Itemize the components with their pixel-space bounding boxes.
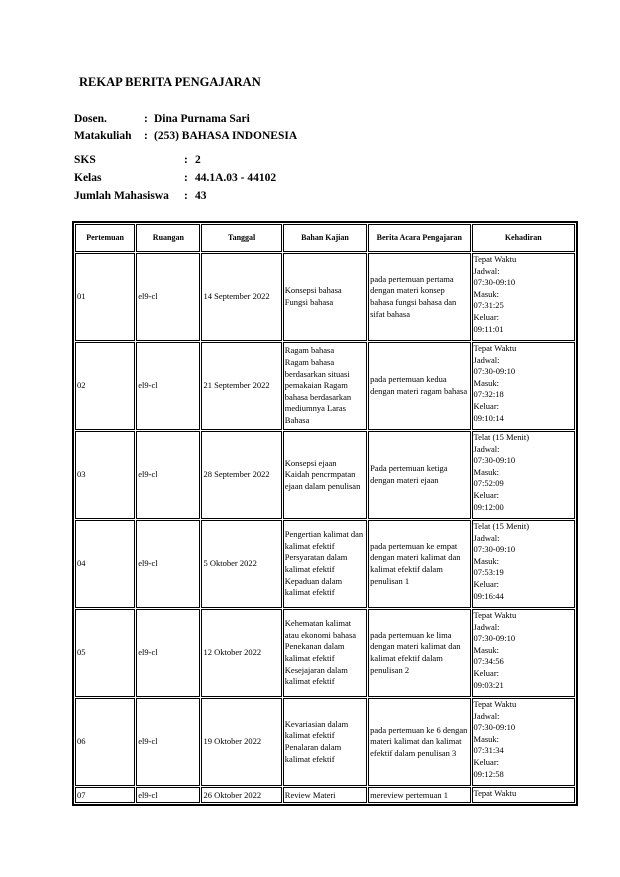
- kehadiran-line: Keluar:: [473, 489, 500, 500]
- kehadiran-line: Jadwal:: [473, 354, 500, 365]
- cell-ruangan: el9-cl: [136, 787, 200, 803]
- kehadiran-line: 07:30-09:10: [473, 455, 516, 466]
- cell-bahan-kajian: [283, 253, 367, 341]
- info-row-jumlah-mahasiswa: [74, 190, 207, 202]
- kehadiran-line: Tepat Waktu: [473, 788, 517, 798]
- info-separator: :: [184, 172, 188, 184]
- cell-bahan-kajian: [283, 698, 367, 786]
- cell-tanggal: 21 September 2022: [201, 342, 281, 430]
- cell-pertemuan: 05: [75, 609, 135, 697]
- info-label: Jumlah Mahasiswa: [74, 190, 169, 202]
- recap-table: [72, 221, 578, 806]
- header-bahan-kajian: Bahan Kajian: [283, 224, 367, 252]
- cell-bahan-kajian: [283, 787, 367, 803]
- cell-berita-acara: Pada pertemuan ketiga dengan materi ejaan: [368, 431, 470, 519]
- header-ruangan: Ruangan: [136, 224, 200, 252]
- bahan-line: Kevariasian dalam kalimat efektif: [284, 718, 349, 741]
- cell-ruangan: el9-cl: [136, 609, 200, 697]
- cell-ruangan: el9-cl: [136, 342, 200, 430]
- bahan-line: Fungsi bahasa: [284, 297, 334, 307]
- cell-berita-acara: mereview pertemuan 1: [368, 787, 470, 803]
- info-value: (253) BAHASA INDONESIA: [154, 130, 298, 142]
- cell-kehadiran: [472, 431, 575, 519]
- cell-bahan-kajian: [283, 431, 367, 519]
- kehadiran-line: Jadwal:: [473, 621, 500, 632]
- bahan-line: Ragam bahasa berdasarkan situasi pemakaian Ragam bahasa berdasarkan mediumnya Laras Bahasa: [284, 357, 352, 425]
- kehadiran-line: 07:30-09:10: [473, 722, 516, 733]
- cell-berita-acara: pada pertemuan ke empat dengan materi kalimat dan kalimat efektif dalam penulisan 1: [368, 520, 470, 608]
- bahan-line: Pengertian kalimat dan kalimat efektif: [284, 529, 364, 551]
- table-row: [75, 698, 575, 786]
- kehadiran-line: Tepat Waktu: [473, 699, 517, 709]
- bahan-line: Konsepsi ejaan: [284, 457, 337, 468]
- info-row-matakuliah: [74, 130, 298, 142]
- cell-tanggal: 19 Oktober 2022: [201, 698, 281, 786]
- table-row: [75, 609, 575, 697]
- table-body: [75, 253, 575, 803]
- info-value: 2: [195, 154, 201, 166]
- kehadiran-line: Tepat Waktu: [473, 254, 517, 264]
- cell-tanggal: 14 September 2022: [201, 253, 281, 341]
- kehadiran-line: 09:10:14: [473, 412, 504, 423]
- info-label: Matakuliah: [74, 130, 132, 142]
- kehadiran-line: 09:16:44: [473, 590, 504, 601]
- kehadiran-line: 07:31:25: [473, 300, 504, 311]
- header-kehadiran: Kehadiran: [472, 224, 575, 252]
- cell-pertemuan: 06: [75, 698, 135, 786]
- cell-tanggal: 26 Oktober 2022: [201, 787, 281, 803]
- kehadiran-line: Jadwal:: [473, 532, 500, 543]
- kehadiran-line: 09:12:00: [473, 501, 504, 512]
- cell-bahan-kajian: [283, 342, 367, 430]
- kehadiran-line: 07:31:34: [473, 745, 504, 756]
- info-value: Dina Purnama Sari: [154, 113, 250, 125]
- cell-berita-acara: pada pertemuan ke 6 dengan materi kalimat dan kalimat efektif dalam penulisan 3: [368, 698, 470, 786]
- cell-pertemuan: 03: [75, 431, 135, 519]
- info-separator: :: [184, 154, 188, 166]
- info-separator: :: [184, 190, 188, 202]
- cell-tanggal: 5 Oktober 2022: [201, 520, 281, 608]
- cell-kehadiran: [472, 253, 575, 341]
- kehadiran-line: Jadwal:: [473, 443, 500, 454]
- cell-berita-acara: pada pertemuan pertama dengan materi konsep bahasa fungsi bahasa dan sifat bahasa: [368, 253, 470, 341]
- kehadiran-line: Jadwal:: [473, 710, 500, 721]
- kehadiran-line: 09:11:01: [473, 323, 504, 334]
- page-title: REKAP BERITA PENGAJARAN: [79, 75, 261, 89]
- bahan-line: Penalaran dalam kalimat efektif: [284, 742, 342, 764]
- kehadiran-line: Keluar:: [473, 756, 500, 767]
- table-row: [75, 520, 575, 608]
- kehadiran-line: Keluar:: [473, 311, 500, 322]
- table-row: [75, 787, 575, 803]
- kehadiran-line: Masuk:: [473, 555, 500, 566]
- info-label: Kelas: [74, 172, 102, 184]
- kehadiran-line: Keluar:: [473, 667, 500, 678]
- kehadiran-line: Masuk:: [473, 733, 500, 744]
- info-value: 43: [195, 190, 207, 202]
- info-value: 44.1A.03 - 44102: [195, 172, 277, 184]
- cell-kehadiran: [472, 698, 575, 786]
- cell-pertemuan: 02: [75, 342, 135, 430]
- kehadiran-line: Keluar:: [473, 578, 500, 589]
- cell-ruangan: el9-cl: [136, 698, 200, 786]
- kehadiran-line: 09:03:21: [473, 679, 504, 690]
- info-separator: :: [144, 113, 148, 125]
- kehadiran-line: Telat (15 Menit): [473, 521, 530, 531]
- kehadiran-line: Tepat Waktu: [473, 610, 517, 620]
- table-row: [75, 342, 575, 430]
- cell-kehadiran: [472, 787, 575, 803]
- header-tanggal: Tanggal: [201, 224, 281, 252]
- cell-bahan-kajian: [283, 520, 367, 608]
- bahan-line: Kaidah pencrmpatan ejaan dalam penulisan: [284, 469, 361, 491]
- cell-pertemuan: 07: [75, 787, 135, 803]
- kehadiran-line: Keluar:: [473, 400, 500, 411]
- cell-kehadiran: [472, 609, 575, 697]
- kehadiran-line: Telat (15 Menit): [473, 432, 530, 442]
- bahan-line: Ragam bahasa: [284, 345, 335, 356]
- cell-ruangan: el9-cl: [136, 520, 200, 608]
- kehadiran-line: Masuk:: [473, 466, 500, 477]
- header-pertemuan: Pertemuan: [75, 224, 135, 252]
- kehadiran-line: 07:30-09:10: [473, 277, 516, 288]
- kehadiran-line: 07:30-09:10: [473, 633, 516, 644]
- bahan-line: Kehematan kalimat atau ekonomi bahasa Penekanan dalam kalimat efektif Kesejajaran dalam kalimat efektif: [284, 618, 357, 687]
- bahan-line: Review Materi: [284, 789, 336, 800]
- cell-kehadiran: [472, 342, 575, 430]
- cell-ruangan: el9-cl: [136, 253, 200, 341]
- kehadiran-line: Masuk:: [473, 288, 500, 299]
- kehadiran-line: Tepat Waktu: [473, 343, 517, 353]
- header-berita-acara: Berita Acara Pengajaran: [368, 224, 470, 252]
- kehadiran-line: 09:12:58: [473, 768, 504, 779]
- cell-pertemuan: 01: [75, 253, 135, 341]
- cell-bahan-kajian: [283, 609, 367, 697]
- table-row: [75, 431, 575, 519]
- kehadiran-line: 07:32:18: [473, 389, 504, 400]
- bahan-line: Kepaduan dalam kalimat efektif: [284, 575, 343, 598]
- info-label: SKS: [74, 154, 96, 166]
- kehadiran-line: Jadwal:: [473, 265, 500, 276]
- info-label: Dosen.: [74, 113, 107, 125]
- cell-tanggal: 12 Oktober 2022: [201, 609, 281, 697]
- kehadiran-line: 07:52:09: [473, 478, 504, 489]
- cell-ruangan: el9-cl: [136, 431, 200, 519]
- cell-berita-acara: pada pertemuan ke lima dengan materi kalimat dan kalimat efektif dalam penulisan 2: [368, 609, 470, 697]
- cell-kehadiran: [472, 520, 575, 608]
- cell-pertemuan: 04: [75, 520, 135, 608]
- kehadiran-line: 07:30-09:10: [473, 366, 516, 377]
- info-row-sks: [74, 154, 201, 166]
- kehadiran-line: 07:34:56: [473, 656, 504, 667]
- info-row-kelas: [74, 172, 277, 184]
- cell-berita-acara: pada pertemuan kedua dengan materi ragam bahasa: [368, 342, 470, 430]
- kehadiran-line: Masuk:: [473, 644, 500, 655]
- table-row: [75, 253, 575, 341]
- bahan-line: Persyaratan dalam kalimat efektif: [284, 552, 348, 574]
- info-separator: :: [144, 130, 148, 142]
- kehadiran-line: 07:53:19: [473, 567, 504, 578]
- kehadiran-line: Masuk:: [473, 377, 500, 388]
- bahan-line: Konsepsi bahasa: [284, 285, 342, 296]
- table-header-row: [75, 224, 575, 252]
- info-row-dosen: [74, 113, 250, 125]
- cell-tanggal: 28 September 2022: [201, 431, 281, 519]
- kehadiran-line: 07:30-09:10: [473, 544, 516, 555]
